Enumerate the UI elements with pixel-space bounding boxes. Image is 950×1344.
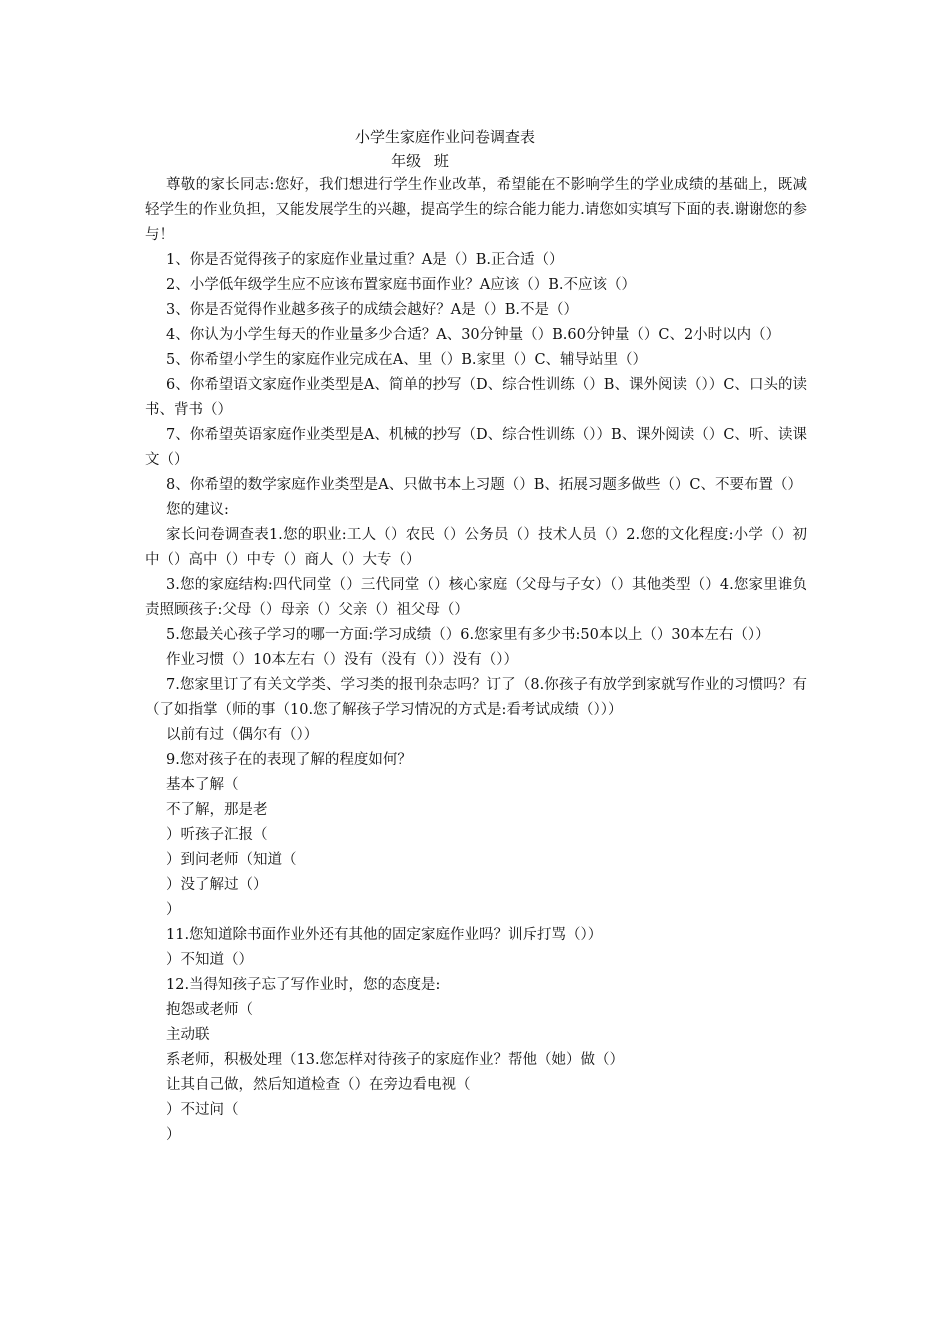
grade-class-line [0, 151, 840, 171]
parent-survey-q13: 系老师，积极处理（13.您怎样对待孩子的家庭作业？帮他（她）做（） [166, 1052, 625, 1068]
intro-paragraph: 尊敬的家长同志:您好，我们想进行学生作业改革，希望能在不影响学生的学业成绩的基础上，既减轻学生的作业负担，又能发展学生的兴趣，提高学生的综合能力能力.请您如实填写下面的表.谢谢您的参与！ [145, 177, 807, 243]
text-line: 不了解，那是老 [166, 802, 268, 818]
question-3: 3、你是否觉得作业越多孩子的成绩会越好？A是（）B.不是（） [166, 302, 578, 318]
text-line: 基本了解（ [166, 777, 239, 793]
parent-survey-q7-q8-q10: 7.您家里订了有关文学类、学习类的报刊杂志吗？订了（8.你孩子有放学到家就写作业的习惯吗？有（了如指掌（师的事（10.您了解孩子学习情况的方式是:看考试成绩（））） [145, 677, 807, 718]
document-title: 小学生家庭作业问卷调查表 [354, 128, 535, 146]
document-body [145, 173, 807, 1148]
text-line: ） [166, 902, 181, 918]
parent-survey-q1-q2: 家长问卷调查表1.您的职业:工人（）农民（）公务员（）技术人员（）2.您的文化程度:小学（）初中（）高中（）中专（）商人（）大专（） [145, 527, 807, 568]
text-line: ）不过问（ [166, 1102, 239, 1118]
parent-survey-q12: 12.当得知孩子忘了写作业时，您的态度是: [166, 977, 441, 993]
text-line: ） [166, 1127, 181, 1143]
text-line: 以前有过（偶尔有（）） [166, 727, 319, 743]
question-4: 4、你认为小学生每天的作业量多少合适？A、30分钟量（）B.60分钟量（）C、2小时以内（） [166, 327, 781, 343]
text-line: 主动联 [166, 1027, 210, 1043]
text-line: 作业习惯（）10本左右（）没有（没有（））没有（）） [166, 652, 518, 668]
question-7: 7、你希望英语家庭作业类型是A、机械的抄写（D、综合性训练（））B、课外阅读（）C、听、读课文（） [145, 427, 807, 468]
text-line: ）到问老师（知道（ [166, 852, 297, 868]
text-line: ）听孩子汇报（ [166, 827, 268, 843]
parent-survey-q9: 9.您对孩子在的表现了解的程度如何？ [166, 752, 412, 768]
text-line: 抱怨或老师（ [166, 1002, 253, 1018]
question-5: 5、你希望小学生的家庭作业完成在A、里（）B.家里（）C、辅导站里（） [166, 352, 648, 368]
question-8: 8、你希望的数学家庭作业类型是A、只做书本上习题（）B、拓展习题多做些（）C、不要布置（） [166, 477, 802, 493]
text-line: 让其自己做，然后知道检查（）在旁边看电视（ [166, 1077, 471, 1093]
parent-survey-q3-q4: 3.您的家庭结构:四代同堂（）三代同堂（）核心家庭（父母与子女）（）其他类型（）4.您家里谁负责照顾孩子:父母（）母亲（）父亲（）祖父母（） [145, 577, 807, 618]
text-line: ）没了解过（） [166, 877, 268, 893]
question-2: 2、小学低年级学生应不应该布置家庭书面作业？A应该（）B.不应该（） [166, 277, 636, 293]
suggestion-label: 您的建议: [166, 502, 229, 518]
question-1: 1、你是否觉得孩子的家庭作业量过重？A是（）B.正合适（） [166, 252, 564, 268]
question-6: 6、你希望语文家庭作业类型是A、简单的抄写（D、综合性训练（）B、课外阅读（））C、口头的读书、背书（） [145, 377, 807, 418]
parent-survey-q11: 11.您知道除书面作业外还有其他的固定家庭作业吗？训斥打骂（）） [166, 927, 603, 943]
text-line: ）不知道（） [166, 952, 253, 968]
grade-label: 年级 [391, 152, 422, 170]
class-label: 班 [433, 152, 449, 170]
parent-survey-q5-q6: 5.您最关心孩子学习的哪一方面:学习成绩（）6.您家里有多少书:50本以上（）30本左右（）） [166, 627, 770, 643]
